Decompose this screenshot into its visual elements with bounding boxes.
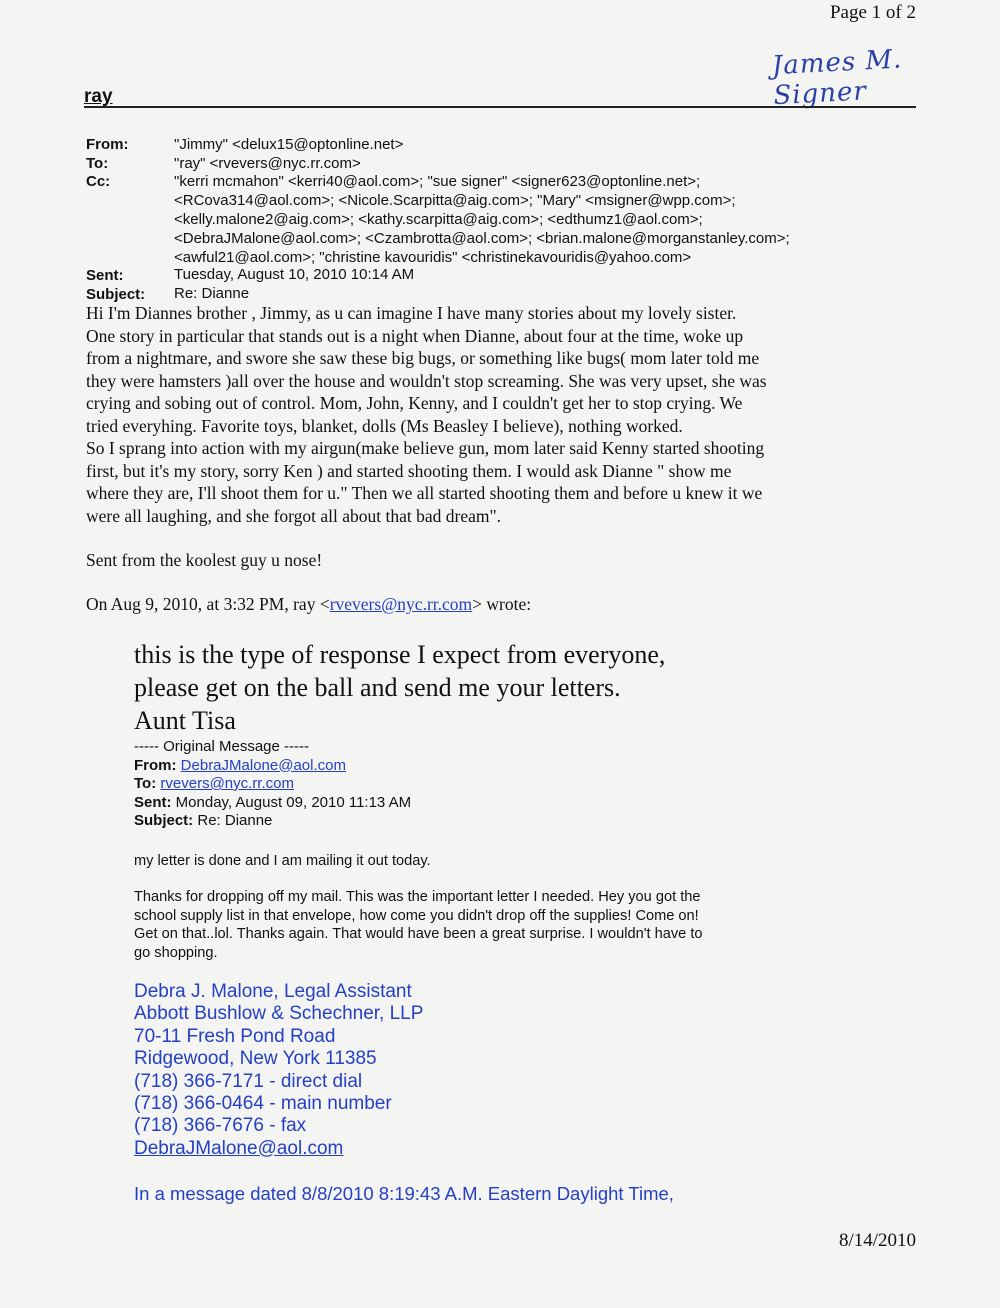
sent-from-line: Sent from the koolest guy u nose! bbox=[86, 550, 323, 570]
large-line: Aunt Tisa bbox=[134, 706, 236, 735]
body-line: where they are, I'll shoot them for u." Then we all started shooting them and before u knew it we bbox=[86, 483, 763, 503]
orig-subject-label: Subject: bbox=[134, 812, 194, 829]
sent-label: Sent: bbox=[86, 267, 124, 284]
sig-line: Debra J. Malone, Legal Assistant bbox=[134, 981, 412, 1002]
sig-email-link[interactable]: DebraJMalone@aol.com bbox=[134, 1137, 344, 1159]
cc-line: <DebraJMalone@aol.com>; <Czambrotta@aol.com>; <brian.malone@morganstanley.com>; bbox=[174, 230, 790, 247]
from-label: From: bbox=[86, 136, 129, 153]
quote-email-link[interactable]: rvevers@nyc.rr.com bbox=[329, 594, 473, 614]
large-line: please get on the ball and send me your letters. bbox=[134, 673, 621, 702]
large-line: this is the type of response I expect from everyone, bbox=[134, 640, 666, 669]
sig-line: (718) 366-7676 - fax bbox=[134, 1115, 307, 1137]
page-number: Page 1 of 2 bbox=[829, 2, 916, 23]
quote-intro-prefix: On Aug 9, 2010, at 3:32 PM, ray < bbox=[86, 594, 330, 614]
body-line: So I sprang into action with my airgun(make believe gun, mom later said Kenny started shooting bbox=[86, 438, 765, 458]
body-line: from a nightmare, and swore she saw these big bugs, or something like bugs( mom later told me bbox=[86, 348, 760, 368]
quote-intro bbox=[86, 594, 531, 615]
msg-line: school supply list in that envelope, how come you didn't drop off the supplies! Come on! bbox=[134, 907, 699, 924]
body-line: first, but it's my story, sorry Ken ) and started shooting them. I would ask Dianne " show me bbox=[86, 460, 732, 481]
sig-line: 70-11 Fresh Pond Road bbox=[134, 1025, 336, 1047]
aunt-tisa-message bbox=[134, 638, 665, 737]
cc-line: <RCova314@aol.com>; <Nicole.Scarpitta@aig.com>; "Mary" <msigner@wpp.com>; bbox=[174, 192, 736, 209]
mailbox-name: ray bbox=[84, 86, 113, 107]
sig-line: Ridgewood, New York 11385 bbox=[134, 1048, 377, 1070]
cc-line: <awful21@aol.com>; "christine kavouridis" <christinekavouridis@yahoo.com> bbox=[174, 249, 692, 266]
from-value: "Jimmy" <delux15@optonline.net> bbox=[174, 136, 404, 153]
orig-to-link[interactable]: rvevers@nyc.rr.com bbox=[160, 775, 294, 792]
sig-line: (718) 366-0464 - main number bbox=[134, 1093, 392, 1115]
subject-value: Re: Dianne bbox=[174, 285, 250, 302]
body-line: were all laughing, and she forgot all about that bad dream". bbox=[86, 505, 502, 526]
sig-line: Abbott Bushlow & Schechner, LLP bbox=[134, 1003, 424, 1025]
orig-from-label: From: bbox=[134, 756, 177, 774]
orig-to-label: To: bbox=[134, 775, 157, 792]
subject-label: Subject: bbox=[86, 286, 146, 303]
msg-line: Get on that..lol. Thanks again. That would have been a great surprise. I wouldn't have to bbox=[134, 926, 703, 943]
cc-label: Cc: bbox=[86, 173, 111, 190]
msg-line: my letter is done and I am mailing it out today. bbox=[134, 853, 431, 869]
body-line: tried everyhing. Favorite toys, blanket, dolls (Ms Beasley I believe), nothing worked. bbox=[86, 415, 683, 436]
sent-value: Tuesday, August 10, 2010 10:14 AM bbox=[174, 266, 415, 283]
body-line: One story in particular that stands out is a night when Dianne, about four at the time, woke up bbox=[86, 325, 744, 346]
orig-sent-label: Sent: bbox=[134, 793, 172, 811]
email-signature bbox=[134, 981, 423, 1160]
original-message-title: ----- Original Message ----- bbox=[134, 738, 310, 755]
body-line: crying and sobing out of control. Mom, John, Kenny, and I couldn't get her to stop crying. We bbox=[86, 393, 743, 413]
orig-sent-value: Monday, August 09, 2010 11:13 AM bbox=[175, 793, 412, 811]
quote-intro-suffix: > wrote: bbox=[472, 594, 532, 614]
sig-line: (718) 366-7171 - direct dial bbox=[134, 1070, 363, 1092]
cc-list bbox=[174, 172, 790, 267]
cc-line: <kelly.malone2@aig.com>; <kathy.scarpitta@aig.com>; <edthumz1@aol.com>; bbox=[174, 211, 703, 228]
orig-from-link[interactable]: DebraJMalone@aol.com bbox=[180, 756, 346, 774]
message-body bbox=[86, 302, 886, 572]
body-line: Hi I'm Diannes brother , Jimmy, as u can imagine I have many stories about my lovely sister. bbox=[86, 303, 737, 323]
msg-line: Thanks for dropping off my mail. This was the important letter I needed. Hey you got the bbox=[134, 889, 701, 906]
original-message-header bbox=[134, 738, 411, 831]
to-value: "ray" <rvevers@nyc.rr.com> bbox=[174, 155, 361, 172]
handwritten-signature: James M. Signer bbox=[771, 44, 904, 112]
orig-subject-value: Re: Dianne bbox=[197, 812, 273, 829]
cc-line: "kerri mcmahon" <kerri40@aol.com>; "sue signer" <signer623@optonline.net>; bbox=[174, 173, 701, 190]
body-line: they were hamsters )all over the house and wouldn't stop screaming. She was very upset, she was bbox=[86, 370, 767, 391]
to-label: To: bbox=[86, 155, 109, 172]
header-divider bbox=[84, 106, 916, 108]
original-message-body bbox=[134, 852, 814, 962]
dated-line: In a message dated 8/8/2010 8:19:43 A.M. Eastern Daylight Time, bbox=[134, 1183, 674, 1204]
footer-date: 8/14/2010 bbox=[838, 1230, 916, 1251]
msg-line: go shopping. bbox=[134, 944, 218, 961]
